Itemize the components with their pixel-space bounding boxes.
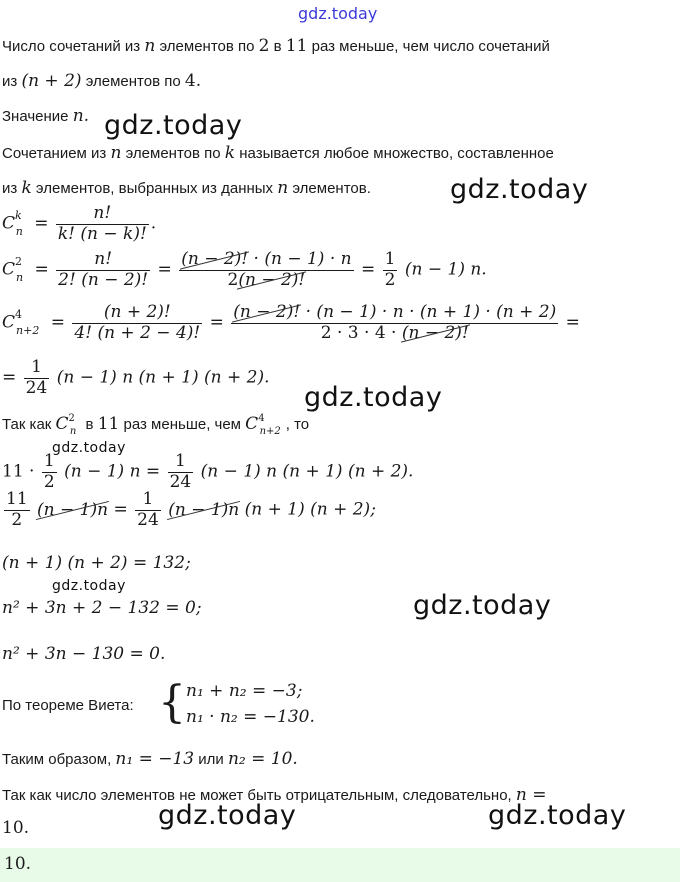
numerator: (n + 2)! [72,303,202,324]
vieta-eq-2: n₁ · n₂ = −130. [186,707,315,727]
denominator: 24 [25,377,48,398]
text: из [2,73,18,90]
numerator: 11 [6,489,28,509]
step-1: 11 · $\frac{1}{2}$ (n − 1) n = $\frac{1}{24}$ (n − 1) n (n + 1) (n + 2). [2,451,414,492]
text: Так как [2,416,52,433]
since-line: Так как $C^2_n$ в 11 раз меньше, чем $C^4_{n+2}$ , то [2,413,310,437]
numerator: 1 [384,249,396,269]
text: называется любое множество, составленное [239,145,554,162]
watermark: gdz.today [304,382,443,413]
definition-line-1 [2,143,554,163]
var-k: k [224,143,236,163]
text: элементов. [292,180,371,197]
text: раз меньше, чем число сочетаний [311,38,550,55]
var-n: n [144,36,156,56]
cancelled-term: (n − 1)n [168,499,240,520]
num: 11 [285,36,308,56]
numerator-rest: · (n − 1) · n [248,249,352,269]
text: из [2,180,18,197]
watermark: gdz.today [413,590,552,621]
expr: (n + 1) (n + 2); [244,499,376,520]
expr: (n − 1) n (n + 1) (n + 2). [200,461,414,482]
watermark: gdz.today [158,800,297,831]
text: Таким образом, [2,751,112,768]
vieta-eq-1: n₁ + n₂ = −3; [186,681,303,701]
text: элементов, выбранных из данных [35,180,274,197]
expr: n = [515,785,547,805]
watermark: gdz.today [450,174,589,205]
watermark: gdz.today [104,110,243,141]
conclusion-value: 10. [2,818,30,838]
cancelled-term: (n − 1)n [37,499,109,520]
text: в [85,416,94,433]
denominator: 2 [11,509,23,530]
find-label: Значение [2,108,69,125]
expr: (n + 2) [21,71,82,91]
numerator: n! [56,204,149,225]
denominator: 2! (n − 2)! [58,269,149,290]
result-line [2,749,298,769]
root-1: n₁ = −13 [115,749,195,769]
watermark: gdz.today [52,440,126,456]
denominator: 4! (n + 2 − 4)! [74,322,201,343]
denominator-2: 2 [227,269,239,290]
watermark: gdz.today [488,800,627,831]
text: раз меньше, чем [123,416,241,433]
answer-value: 10. [4,854,32,874]
text: элементов по [159,38,255,55]
definition-line-2 [2,178,371,198]
step-2: $\frac{11}{2}$ (n − 1)n = $\frac{1}{24}$ (n − 1)n (n + 1) (n + 2); [6,489,376,530]
formula-c4-simplified: = $\frac{1}{24}$ (n − 1) n (n + 1) (n + 2). [2,357,270,398]
watermark-top: gdz.today [298,4,378,23]
text: Сочетанием из [2,145,107,162]
numerator: 1 [24,358,50,379]
var-k: k [21,178,32,198]
var-n: n [277,178,289,198]
text: Число сочетаний из [2,38,141,55]
numerator-rest: · (n − 1) · n · (n + 1) · (n + 2) [300,302,557,322]
tail: (n − 1) n (n + 1) (n + 2). [56,367,270,388]
cancelled-term: (n − 2)! [233,302,301,322]
coef: 11 · [2,461,35,482]
cancelled-term: (n − 2)! [238,269,306,290]
expr: (n − 1) n = [64,461,161,482]
c-symbol: C [2,213,16,234]
answer-box [0,848,680,882]
denominator: k! (n − k)! [57,223,147,244]
text: или [198,751,224,768]
text: Так как число элементов не может быть отрицательным, следовательно, [2,787,512,804]
num: 2 [258,36,270,56]
cancelled-term: (n − 2)! [401,322,469,343]
cancelled-term: (n − 2)! [181,249,249,269]
vieta-label: По теореме Виета: [2,697,134,714]
num: 11 [97,414,120,434]
denominator: 2 [384,269,396,290]
tail: (n − 1) n. [404,259,487,280]
text: , то [285,416,310,433]
eq: = [113,499,128,520]
numerator: n! [56,250,150,271]
formula-c4: $C^4_{n+2}$ = $\frac{(n + 2)!}{4! (n + 2 - 4)!}$ = $\frac{(n - 2)! \cdot (n - 1) \cdot n \cdot (n + 1) \cdot (n + 2)}{2 \cdot 3 \cdot 4 \cdot (n - 2)!}$ = [2,302,580,343]
step-4: n² + 3n + 2 − 132 = 0; [2,598,202,618]
text: в [273,38,282,55]
var-n: n [110,143,122,163]
problem-line-1 [2,36,550,56]
step-5: n² + 3n − 130 = 0. [2,644,166,664]
text: элементов по [125,145,221,162]
find-line [2,106,89,126]
find-var: n. [72,106,90,126]
formula-c2: $C^2_n$ = $\frac{n!}{2! (n - 2)!}$ = $\frac{(n - 2)! \cdot (n - 1) \cdot n}{2(n - 2)!}$ = $\frac{1}{2}$ (n − 1) n. [2,249,487,290]
watermark: gdz.today [52,578,126,594]
text: элементов по [85,73,181,90]
problem-line-2 [2,71,201,91]
num: 4. [184,71,202,91]
root-2: n₂ = 10. [227,749,298,769]
denominator-rest: 2 · 3 · 4 · [320,322,402,343]
formula-combination: $C^k_n$ = $\frac{n!}{k! (n - k)!}$ . [2,203,157,244]
step-3: (n + 1) (n + 2) = 132; [2,553,191,573]
